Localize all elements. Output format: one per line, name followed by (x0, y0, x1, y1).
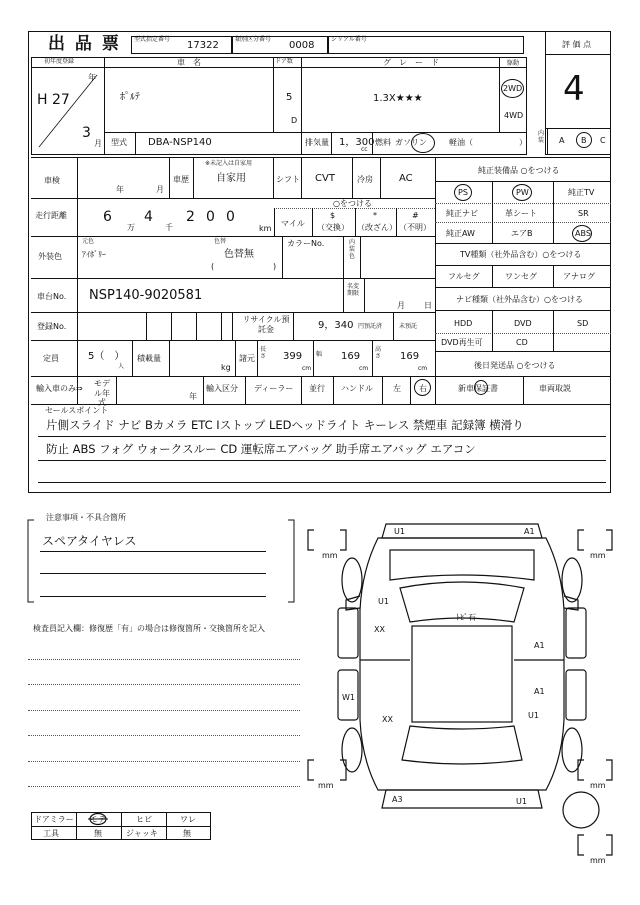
handle-label: ハンドル (341, 384, 373, 393)
exchange-text: （交換） (317, 223, 349, 232)
diag-mm-2: mm (590, 551, 606, 560)
navi-cd: CD (516, 338, 528, 347)
equip-abs-circle (572, 225, 592, 242)
diag-right-u1: U1 (528, 711, 539, 720)
int-color-label: 内装色 (349, 239, 356, 260)
model-year-unit: 年 (189, 392, 197, 401)
exchange-sym: $ (330, 211, 336, 220)
diag-mm-1: mm (322, 551, 338, 560)
parts-jack-value: 無 (183, 829, 191, 838)
navi-hdd: HDD (454, 319, 473, 328)
history-value: 自家用 (216, 173, 246, 184)
handle-left: 左 (393, 384, 401, 393)
type-value: DBA-NSP140 (148, 137, 212, 148)
diag-mm-5: mm (590, 856, 606, 865)
equip-navi: 純正ナビ (446, 209, 478, 218)
disp-unit: cc (361, 146, 368, 153)
sales-line-1: 片側スライド ナビ Bカメラ ETC Iストップ LEDヘッドライト キーレス 禁煙車 記録簿 横滑り (46, 418, 524, 432)
parts-mote: モテ (90, 815, 106, 824)
diag-mm-3: mm (318, 781, 334, 790)
wid-unit: cm (359, 365, 369, 372)
mileage-digit-1: 6 (103, 209, 112, 225)
equip-leather: 革シート (505, 209, 537, 218)
inspection-month-unit: 月 (156, 185, 164, 194)
capacity-value: 5（ ） (88, 351, 125, 362)
parts-crack: ヒビ (136, 815, 152, 824)
len-unit: cm (302, 365, 312, 372)
parts-mote-mark (86, 812, 110, 826)
import-type-label: 輸入区分 (206, 384, 238, 393)
mileage-digit-3: 2 (186, 209, 195, 225)
len-value: 399 (283, 351, 303, 362)
serial-label: シリアル番号 (331, 36, 367, 43)
len-label: 長さ (260, 346, 267, 361)
doors-type: D (291, 116, 298, 125)
recycle-label: リサイクル預託金 (242, 315, 290, 334)
inspection-year-unit: 年 (116, 185, 124, 194)
equip-sr: SR (578, 209, 589, 218)
car-grade: 1.3X★★★ (373, 93, 423, 104)
interior-grade-label: 内装 (538, 130, 545, 144)
diag-mm-4: mm (590, 781, 606, 790)
colorno-label: カラーNo. (287, 239, 325, 248)
equip-pw-circle (512, 184, 532, 201)
inspection-label: 車検 (44, 176, 60, 185)
mileage-mark-label: ○をつける (333, 199, 372, 208)
equip-airbag: エアB (511, 229, 533, 238)
notes-brackets (26, 518, 298, 604)
recycle-status: 円預託済 (358, 323, 383, 330)
mileage-km: km (259, 224, 272, 233)
doc-manual: 車両取説 (539, 384, 571, 393)
chassis-value: NSP140-9020581 (89, 288, 203, 303)
capacity-unit: 人 (118, 363, 125, 370)
diag-rear-u1: U1 (516, 797, 527, 806)
orig-color-label: 元色 (82, 238, 95, 245)
parts-mirror: ドアミラー (34, 815, 74, 824)
tamper-sym: * (373, 211, 377, 220)
fuel-diesel: 軽油（ (449, 138, 473, 147)
hgt-value: 169 (400, 351, 420, 362)
notes-text: スペアタイヤレス (42, 534, 137, 548)
sales-label: セールスポイント (45, 406, 109, 415)
repaint-paren-open: ( (211, 262, 215, 271)
name-change-day: 日 (424, 301, 432, 310)
tamper-text: （改ざん） (357, 223, 397, 232)
diag-rear-a3: A3 (392, 795, 403, 804)
fuel-label: 燃料 (375, 138, 391, 147)
grade-label: 評 価 点 (562, 40, 592, 49)
page-title: 出 品 票 (48, 34, 121, 54)
ac-value: AC (399, 173, 413, 184)
mileage-label: 走行距離 (35, 211, 67, 220)
interior-c: C (600, 136, 606, 145)
year-unit: 年 (88, 73, 96, 82)
load-label: 積載量 (137, 354, 161, 363)
car-name-label: 車 名 (177, 58, 201, 67)
equip-aw: 純正AW (446, 229, 475, 238)
equip-ps: PS (458, 188, 468, 197)
model-no: 17322 (187, 40, 219, 51)
parts-jack: ジャッキ (126, 829, 158, 838)
repaint-paren-close: ) (273, 262, 277, 271)
disp-value: 1，300 (339, 137, 375, 148)
drive-2wd: 2WD (503, 84, 523, 93)
diag-left-xx-2: XX (382, 715, 393, 724)
diag-left-xx-1: XX (374, 625, 385, 634)
equip-pw: PW (516, 188, 529, 197)
tv-oneseg: ワンセグ (505, 272, 537, 281)
diag-right-a1-1: A1 (534, 641, 545, 650)
notes-label: 注意事項・不具合箇所 (46, 513, 126, 522)
class-no-label: 類別区分番号 (235, 36, 272, 43)
interior-b-circle (576, 132, 592, 148)
interior-a: A (559, 136, 565, 145)
first-reg-year: H 27 (37, 92, 70, 108)
parts-tools-value: 無 (94, 829, 102, 838)
doc-warranty-circle (474, 380, 488, 395)
repaint-value: 色替無 (224, 249, 254, 260)
navi-sd: SD (577, 319, 589, 328)
first-reg-month: 3 (82, 125, 91, 141)
disp-label: 排気量 (305, 138, 329, 147)
capacity-label: 定員 (43, 354, 59, 363)
mileage-digit-4: 0 (206, 209, 215, 225)
history-note: ※未記入は自家用 (205, 160, 253, 167)
parts-tools: 工具 (43, 829, 59, 838)
navi-type-title: ナビ種類（社外品含む）○をつける (456, 295, 583, 304)
navi-dvd: DVD (514, 319, 532, 328)
hgt-label: 高さ (375, 346, 382, 361)
regno-label: 登録No. (37, 322, 67, 331)
shift-value: CVT (315, 173, 335, 184)
shift-label: シフト (276, 175, 300, 184)
fuel-gasoline: ガソリン (395, 138, 427, 147)
type-label: 型式 (111, 138, 127, 147)
mileage-digit-5: 0 (226, 209, 235, 225)
name-change-month: 月 (397, 301, 405, 310)
tv-type-title: TV種類（社外品含む）○をつける (460, 250, 582, 259)
grade-col-label: グ レ ー ド (383, 58, 439, 67)
repaint-label: 色替 (214, 238, 227, 245)
hgt-unit: cm (418, 365, 428, 372)
equip-title: 純正装備品 ○をつける (478, 166, 560, 175)
first-reg-label: 初年度登録 (44, 58, 75, 65)
equip-abs: ABS (575, 229, 591, 238)
diag-front-a1: A1 (524, 527, 535, 536)
doors-value: 5 (286, 92, 293, 103)
mileage-digit-2: 4 (144, 209, 153, 225)
fuel-gasoline-circle (411, 133, 435, 153)
docs-title: 後日発送品 ○をつける (474, 361, 556, 370)
orig-color: ｱｲﾎﾞﾘｰ (82, 250, 106, 259)
tv-analog: アナログ (563, 272, 595, 281)
mileage-mile: マイル (281, 219, 305, 228)
wid-label: 幅 (316, 351, 323, 358)
month-unit: 月 (94, 139, 102, 148)
parts-ware: ワレ (180, 815, 196, 824)
handle-right: 右 (419, 384, 427, 393)
chassis-label: 車台No. (37, 292, 67, 301)
doc-warranty: 新車保証書 (458, 384, 498, 393)
interior-b: B (581, 136, 587, 145)
history-label: 車歴 (173, 175, 189, 184)
drive-label: 駆動 (507, 60, 520, 67)
mileage-man: 万 (127, 223, 135, 232)
recycle-value: 9，340 (318, 320, 354, 331)
inspector-label: 検査員記入欄：修復歴「有」の場合は修復箇所・交換箇所を記入 (33, 624, 265, 633)
diag-right-a1-2: A1 (534, 687, 545, 696)
diag-left-w1: W1 (342, 693, 355, 702)
color-label: 外装色 (38, 252, 62, 261)
name-change-label: 名変期限 (347, 283, 360, 298)
import-parallel: 並行 (309, 384, 325, 393)
model-year-label: モデル年式 (94, 379, 110, 408)
dims-label: 諸元 (239, 354, 255, 363)
equip-tv: 純正TV (568, 188, 595, 197)
drive-2wd-circle (501, 79, 524, 98)
unknown-text: （不明） (399, 223, 431, 232)
unknown-sym: # (412, 211, 419, 220)
damage-diagram (300, 510, 616, 870)
drive-4wd: 4WD (504, 111, 524, 120)
grade-value: 4 (563, 69, 585, 109)
fuel-close: ） (519, 138, 527, 147)
sales-line-2: 防止 ABS フォグ ウォークスルー CD 運転席エアバッグ 助手席エアバッグ エアコン (46, 442, 476, 456)
car-name: ﾎﾟﾙﾃ (120, 92, 140, 103)
mileage-sen: 千 (165, 223, 173, 232)
recycle-unpaid: 未預託 (399, 323, 418, 330)
handle-right-circle (414, 379, 431, 396)
tv-fullseg: フルセグ (448, 272, 480, 281)
load-unit: kg (221, 363, 231, 372)
diag-front-u1: U1 (394, 527, 405, 536)
equip-ps-circle (454, 184, 472, 201)
model-no-label: 型式指定番号 (134, 36, 171, 43)
doors-label: ドア数 (275, 58, 293, 65)
diag-windshield-tobi: ﾄﾋﾞ石 (456, 613, 476, 622)
import-label: 輸入車のみ⇒ (36, 384, 83, 393)
import-dealer: ディーラー (254, 384, 294, 393)
ac-label: 冷房 (357, 175, 373, 184)
class-no: 0008 (289, 40, 315, 51)
diag-hood-u1: U1 (378, 597, 389, 606)
wid-value: 169 (341, 351, 361, 362)
dvd-play: DVD再生可 (441, 338, 483, 347)
